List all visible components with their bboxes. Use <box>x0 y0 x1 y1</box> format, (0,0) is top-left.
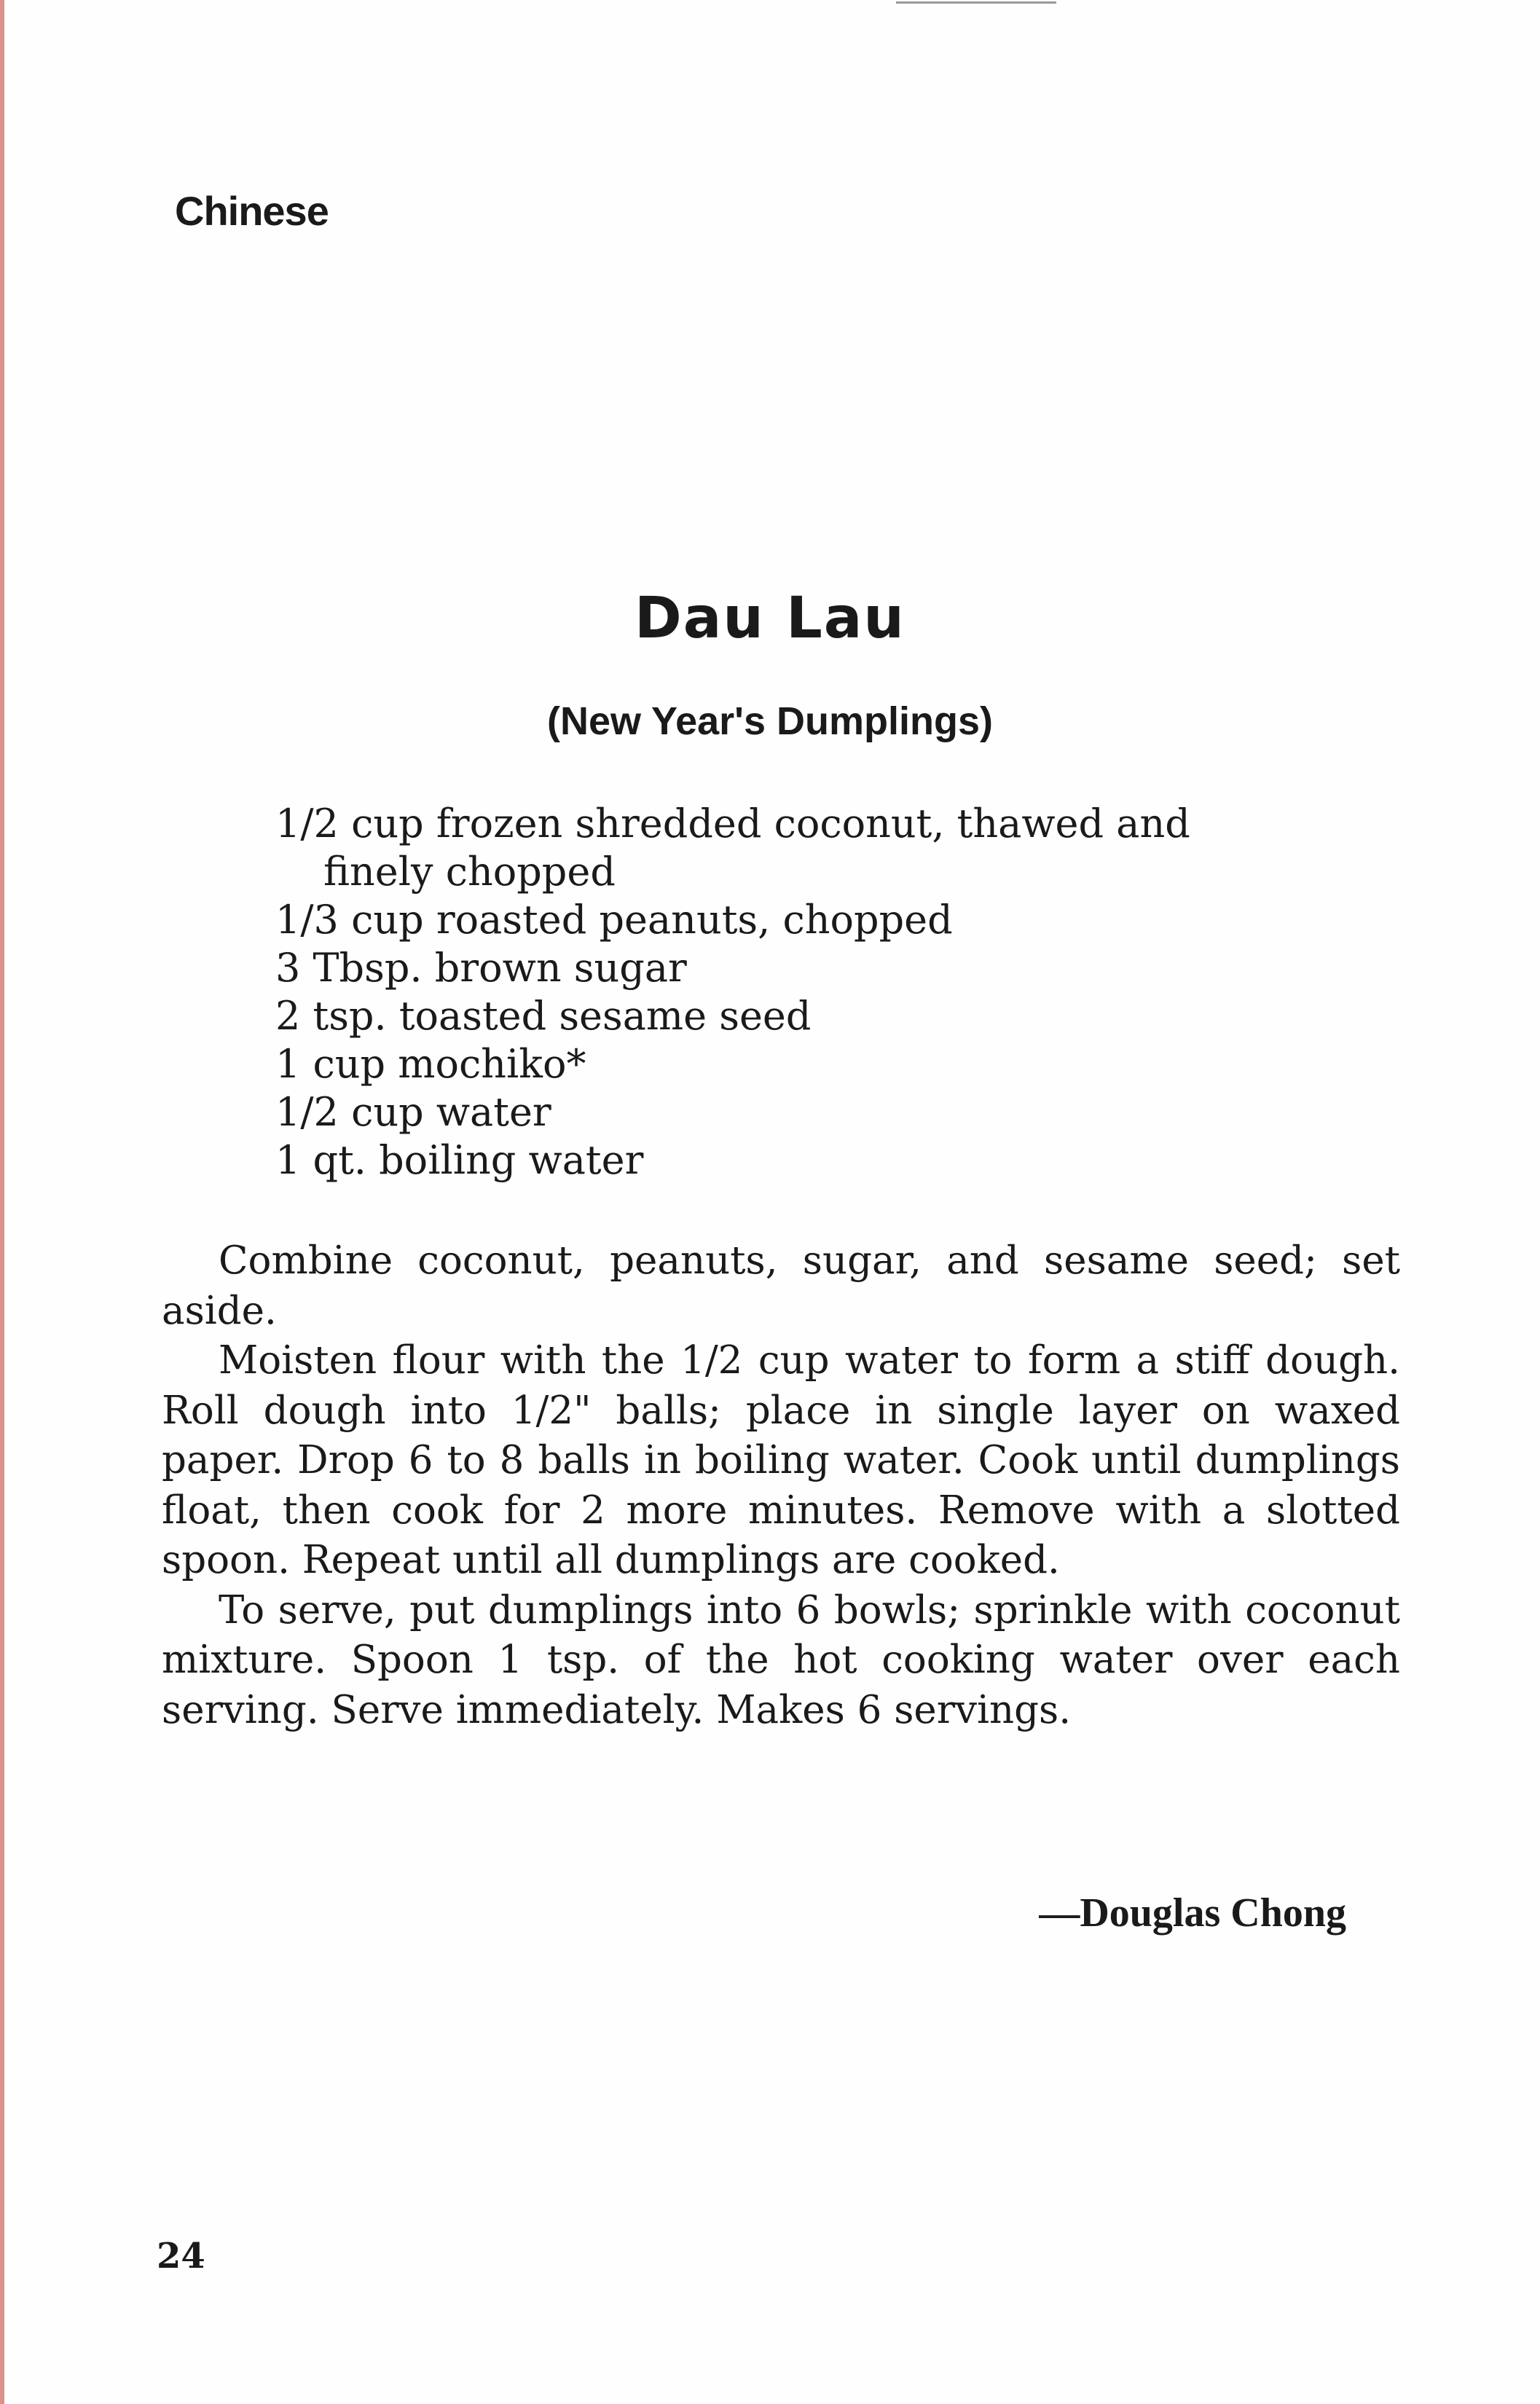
ingredient-item: 3 Tbsp. brown sugar <box>275 945 687 991</box>
section-heading: Chinese <box>175 188 329 234</box>
ingredient-list <box>275 800 1368 1185</box>
direction-paragraph: Moisten flour with the 1/2 cup water to form a stiff dough. Roll dough into 1/2" balls; place in single layer on waxed paper. Drop 6 to 8 balls in boiling water. Cook until dumplings float, then cook for 2 more minutes. Remove with a slotted spoon. Repeat until all dumplings are cooked. <box>162 1338 1400 1582</box>
ingredient-item: 1/3 cup roasted peanuts, chopped <box>275 897 953 943</box>
page-number: 24 <box>157 2236 205 2277</box>
direction-paragraph: Combine coconut, peanuts, sugar, and sesame seed; set aside. <box>162 1238 1400 1333</box>
recipe-subtitle: (New Year's Dumplings) <box>546 699 993 743</box>
ingredient-line: 1/2 cup frozen shredded coconut, thawed and <box>275 801 1190 846</box>
direction-paragraph: To serve, put dumplings into 6 bowls; sprinkle with coconut mixture. Spoon 1 tsp. of the hot cooking water over each serving. Serve immediately. Makes 6 servings. <box>162 1587 1400 1732</box>
ingredient-item: 2 tsp. toasted sesame seed <box>275 993 812 1039</box>
recipe-title: Dau Lau <box>635 586 905 651</box>
recipe-author: —Douglas Chong <box>1039 1890 1346 1936</box>
page-edge-tint <box>0 0 4 2404</box>
ingredient-line-continued: finely chopped <box>323 849 616 895</box>
ingredient-item: 1 cup mochiko* <box>275 1041 586 1087</box>
directions <box>162 1236 1400 1735</box>
ingredient-item: 1 qt. boiling water <box>275 1137 644 1183</box>
top-rule <box>896 1 1056 4</box>
ingredient-item: 1/2 cup water <box>275 1089 551 1135</box>
ingredient-item <box>275 800 1368 896</box>
